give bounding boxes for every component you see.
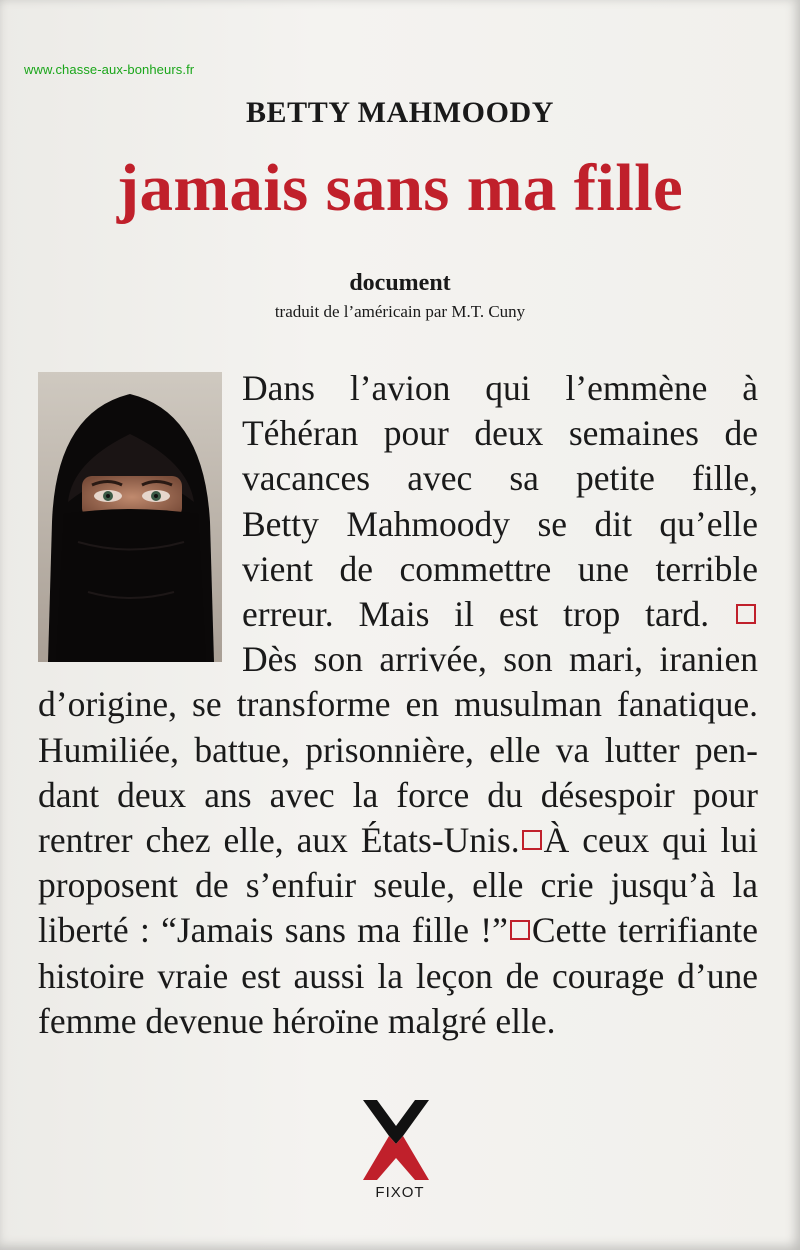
blurb-line-text: Cette terrifiante: [531, 910, 758, 951]
book-title: jamais sans ma fille: [116, 151, 684, 225]
blurb-line: femme devenue héroïne malgré elle.: [38, 1000, 556, 1041]
blurb-line: Betty Mahmoody se dit qu’elle: [242, 503, 758, 544]
photo-spacer: [38, 366, 242, 666]
blurb-line: histoire vraie est aussi la leçon de courage d’une: [38, 955, 758, 996]
blurb-line: Humiliée, battue, prisonnière, elle va lutter pen-: [38, 729, 758, 770]
back-cover-blurb: [38, 366, 758, 1044]
blurb-line: Dans l’avion qui l’emmène à: [242, 368, 758, 408]
blurb-line: Téhéran pour deux semaines de: [242, 413, 758, 454]
blurb-line: d’origine, se transforme en musulman fanatique.: [38, 684, 758, 725]
blurb-line: Dès son arrivée, son mari, iranien: [242, 639, 758, 680]
fixot-logo-icon: [363, 1100, 429, 1180]
blurb-line: dant deux ans avec la force du désespoir pour: [38, 774, 758, 815]
publisher-name: FIXOT: [375, 1184, 425, 1201]
blurb-line-text: erreur. Mais il est trop tard.: [242, 594, 710, 635]
blurb-line-text: liberté : “Jamais sans ma fille !”: [38, 910, 508, 951]
red-square-ornament: [736, 604, 756, 624]
blurb-line: [38, 908, 758, 953]
genre-label: document: [349, 270, 451, 296]
author-name: BETTY MAHMOODY: [245, 96, 555, 129]
watermark-url: www.chasse-aux-bonheurs.fr: [24, 62, 195, 77]
red-square-ornament: [522, 830, 542, 850]
blurb-line: [38, 818, 758, 863]
blurb-line: vient de commettre une terrible: [242, 548, 758, 589]
blurb-line: vacances avec sa petite fille,: [242, 458, 758, 499]
blurb-line: proposent de s’enfuir seule, elle crie jusqu’à la: [38, 865, 758, 906]
translator-credit: traduit de l’américain par M.T. Cuny: [274, 302, 526, 321]
red-square-ornament: [510, 920, 530, 940]
blurb-line-text: rentrer chez elle, aux États-Unis.: [38, 820, 520, 861]
blurb-line-text: À ceux qui lui: [543, 820, 758, 861]
